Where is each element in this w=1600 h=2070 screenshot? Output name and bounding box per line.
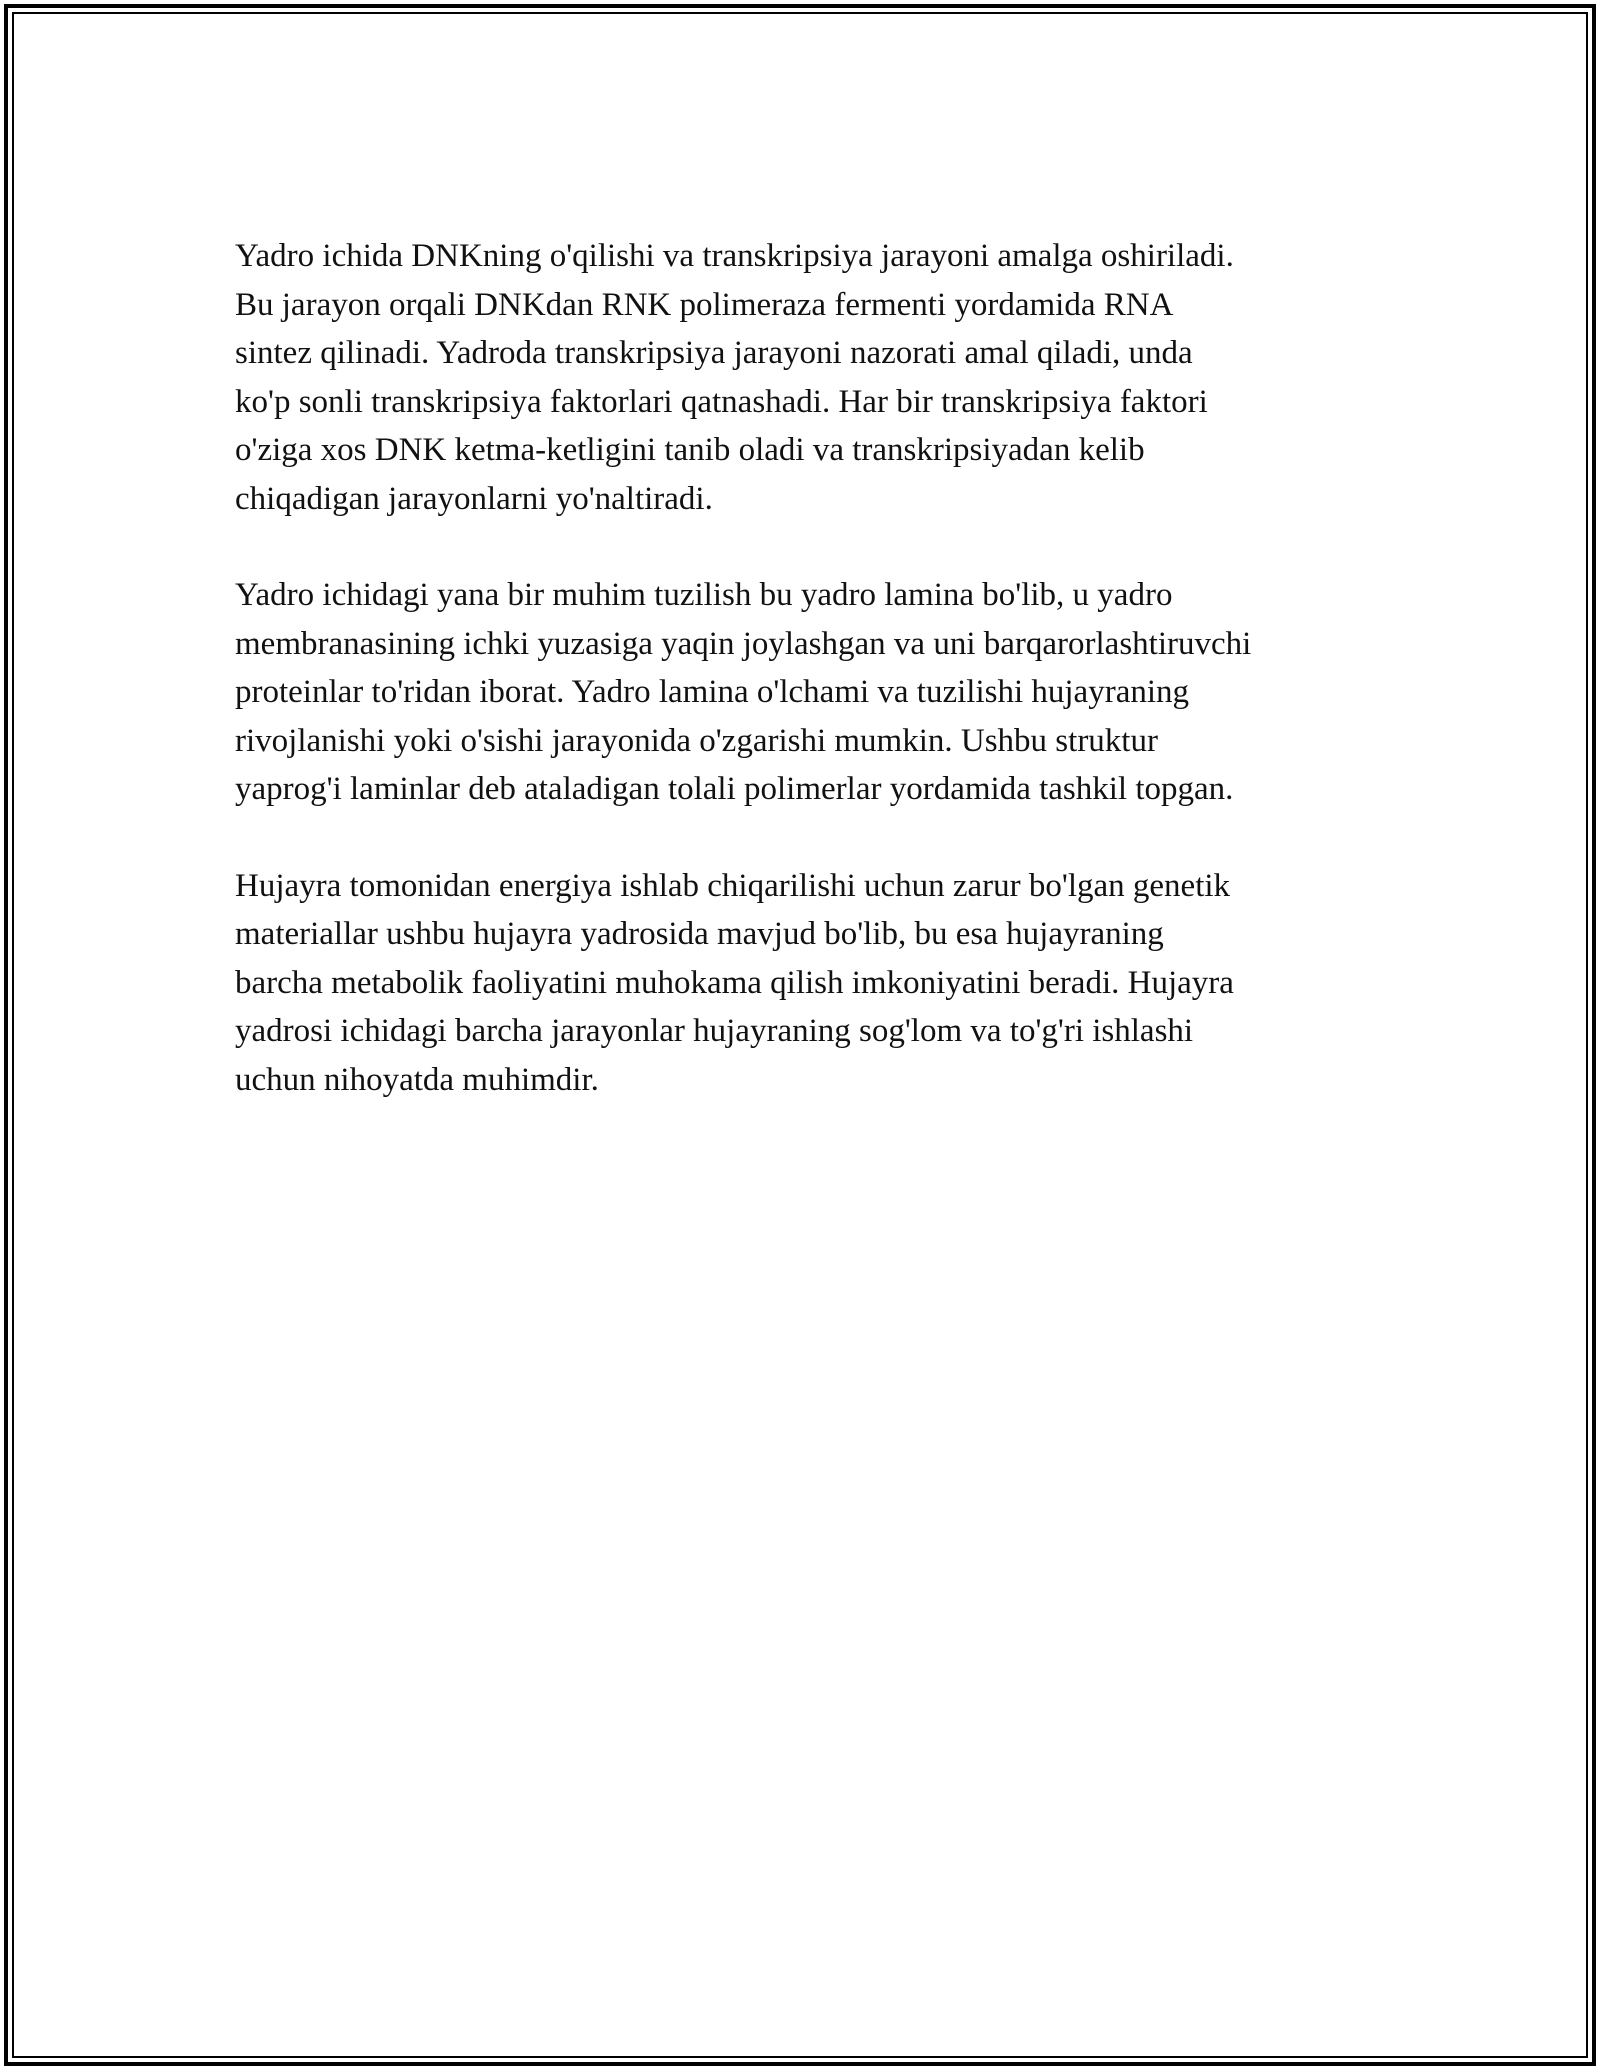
document-body (235, 232, 1385, 1152)
paragraph-genetic-material: Hujayra tomonidan energiya ishlab chiqarilishi uchun zarur bo'lgan genetik materiallar ushbu hujayra yadrosida mavjud bo'lib, bu esa hujayraning barcha metabolik faoliyatini muhokama qilish imkoniyatini beradi. Hujayra yadrosi ichidagi barcha jarayonlar hujayraning sog'lom va to'g'ri ishlashi uchun nihoyatda muhimdir. (235, 867, 1234, 1098)
paragraph-transcription: Yadro ichida DNKning o'qilishi va transkripsiya jarayoni amalga oshiriladi. Bu jarayon orqali DNKdan RNK polimeraza fermenti yordamida RNA sintez qilinadi. Yadroda transkripsiya jarayoni nazorati amal qiladi, unda ko'p sonli transkripsiya faktorlari qatnashadi. Har bir transkripsiya faktori o'ziga xos DNK ketma-ketligini tanib oladi va transkripsiyadan kelib chiqadigan jarayonlarni yo'naltiradi. (235, 238, 1234, 517)
paragraph-nuclear-lamina: Yadro ichidagi yana bir muhim tuzilish bu yadro lamina bo'lib, u yadro membranasining ichki yuzasiga yaqin joylashgan va uni barqarorlashtiruvchi proteinlar to'ridan iborat. Yadro lamina o'lchami va tuzilishi hujayraning rivojlanishi yoki o'sishi jarayonida o'zgarishi mumkin. Ushbu struktur yaprog'i laminlar deb ataladigan tolali polimerlar yordamida tashkil topgan. (235, 577, 1252, 807)
